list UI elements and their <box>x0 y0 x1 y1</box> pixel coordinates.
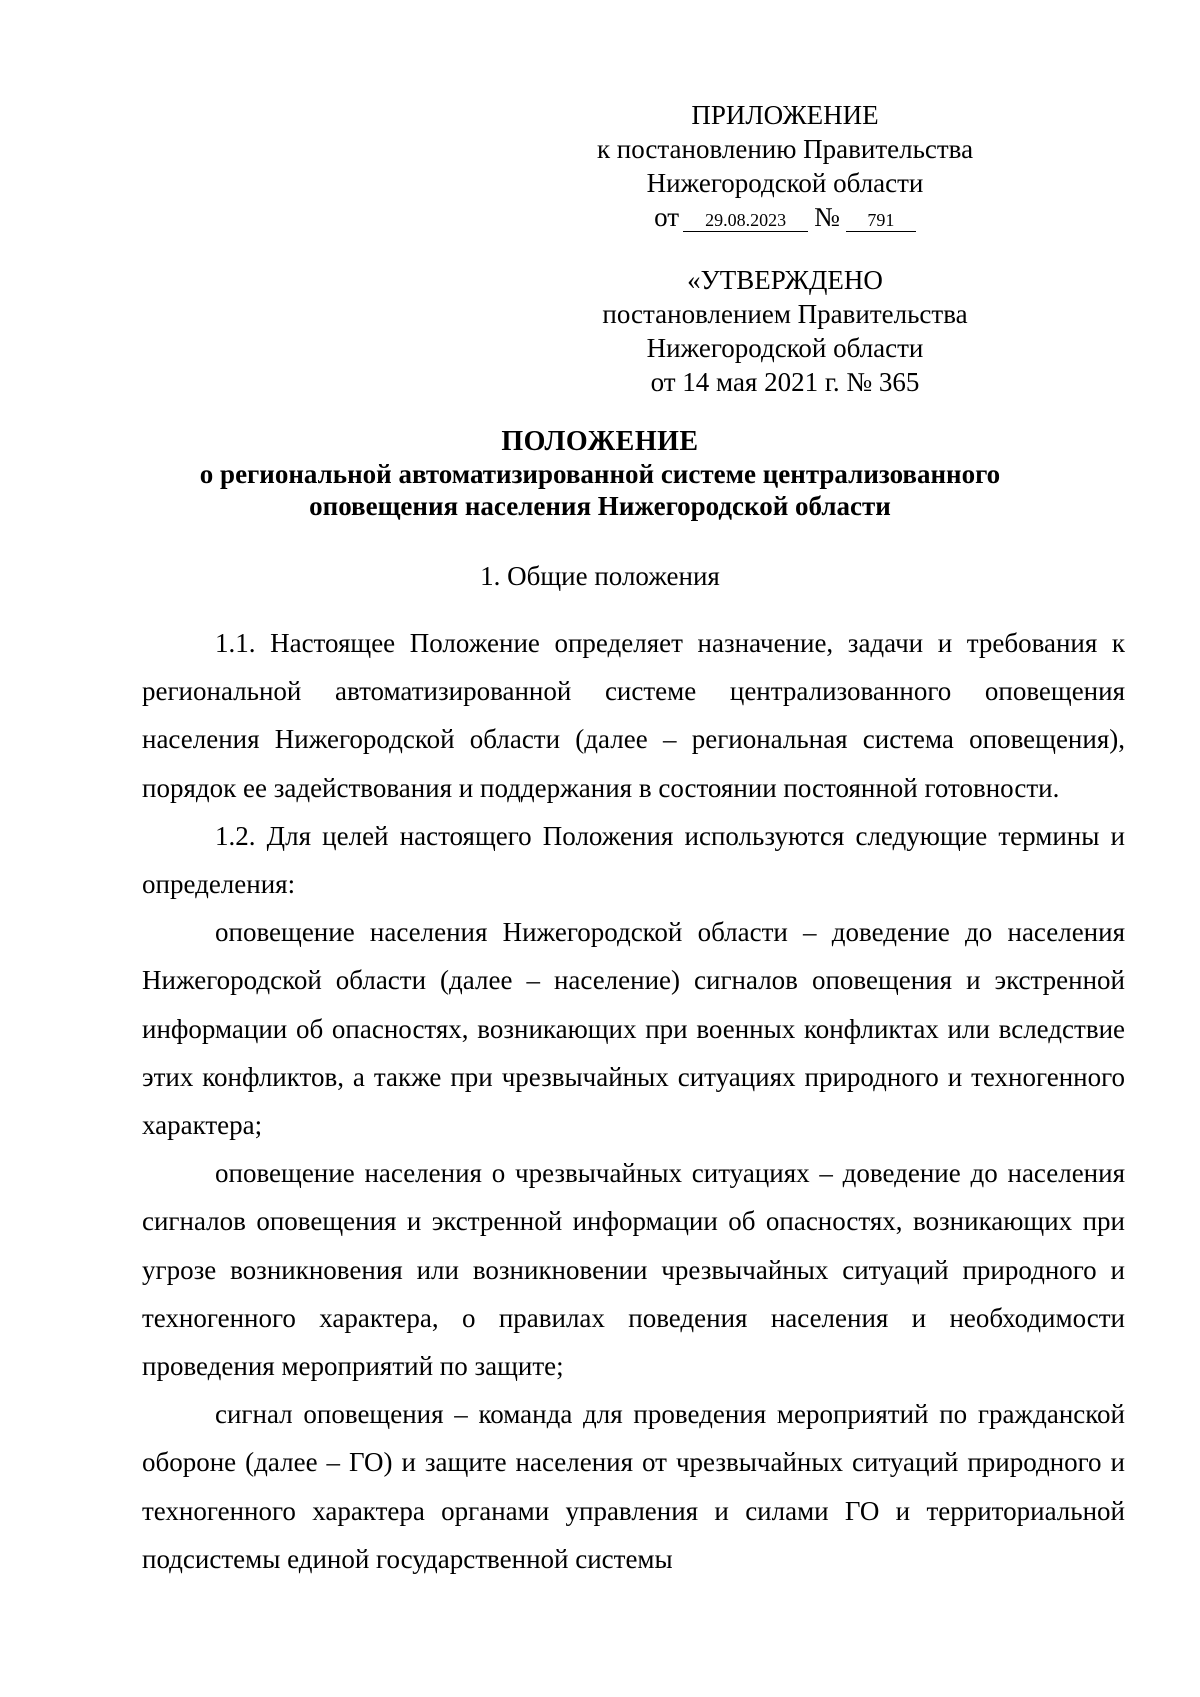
body-text <box>142 619 1125 1583</box>
appendix-date-number-line <box>560 200 1010 234</box>
number-sign: № <box>814 202 840 232</box>
section-heading: 1. Общие положения <box>480 561 720 591</box>
definition-paragraph: оповещение населения о чрезвычайных ситуациях – доведение до населения сигналов оповещения и экстренной информации об опасностях, возникающих при угрозе возникновения или возникновении чрезвычайных ситуаций природного и техногенного характера, о правилах поведения населения и необходимости проведения мероприятий по защите; <box>142 1158 1125 1382</box>
paragraph-1-2: 1.2. Для целей настоящего Положения используются следующие термины и определения: <box>142 820 1125 900</box>
approved-block <box>560 263 1010 399</box>
definition-paragraph: оповещение населения Нижегородской области – доведение до населения Нижегородской области (далее – население) сигналов оповещения и экстренной информации об опасностях, возникающих при военных конфликтах или вследствие этих конфликтов, а также при чрезвычайных ситуациях природного и техногенного характера; <box>142 917 1125 1141</box>
date-prefix: от <box>654 202 680 232</box>
approved-title: «УТВЕРЖДЕНО <box>687 265 883 295</box>
definition-paragraph: сигнал оповещения – команда для проведения мероприятий по гражданской обороне (далее – ГО) и защите населения от чрезвычайных ситуаций природного и техногенного характера органами управления и силами ГО и территориальной подсистемы единой государственной системы <box>142 1399 1125 1574</box>
document-title-sub-2: оповещения населения Нижегородской области <box>309 491 891 521</box>
appendix-block <box>560 98 1010 234</box>
approved-line-2: Нижегородской области <box>646 333 924 363</box>
appendix-line-1: к постановлению Правительства <box>596 134 974 164</box>
appendix-title: ПРИЛОЖЕНИЕ <box>691 100 879 130</box>
paragraph-1-1: 1.1. Настоящее Положение определяет назначение, задачи и требования к региональной автоматизированной системе централизованного оповещения населения Нижегородской области (далее – региональная система оповещения), порядок ее задействования и поддержания в состоянии постоянной готовности. <box>142 628 1125 803</box>
resolution-number: 791 <box>846 209 916 232</box>
document-title-main: ПОЛОЖЕНИЕ <box>501 426 699 457</box>
resolution-date: 29.08.2023 <box>683 209 808 232</box>
appendix-line-2: Нижегородской области <box>646 168 924 198</box>
document-title <box>130 426 1070 522</box>
approved-line-3: от 14 мая 2021 г. № 365 <box>650 367 920 397</box>
document-title-sub-1: о региональной автоматизированной системе централизованного <box>199 459 1001 489</box>
approved-line-1: постановлением Правительства <box>602 299 968 329</box>
